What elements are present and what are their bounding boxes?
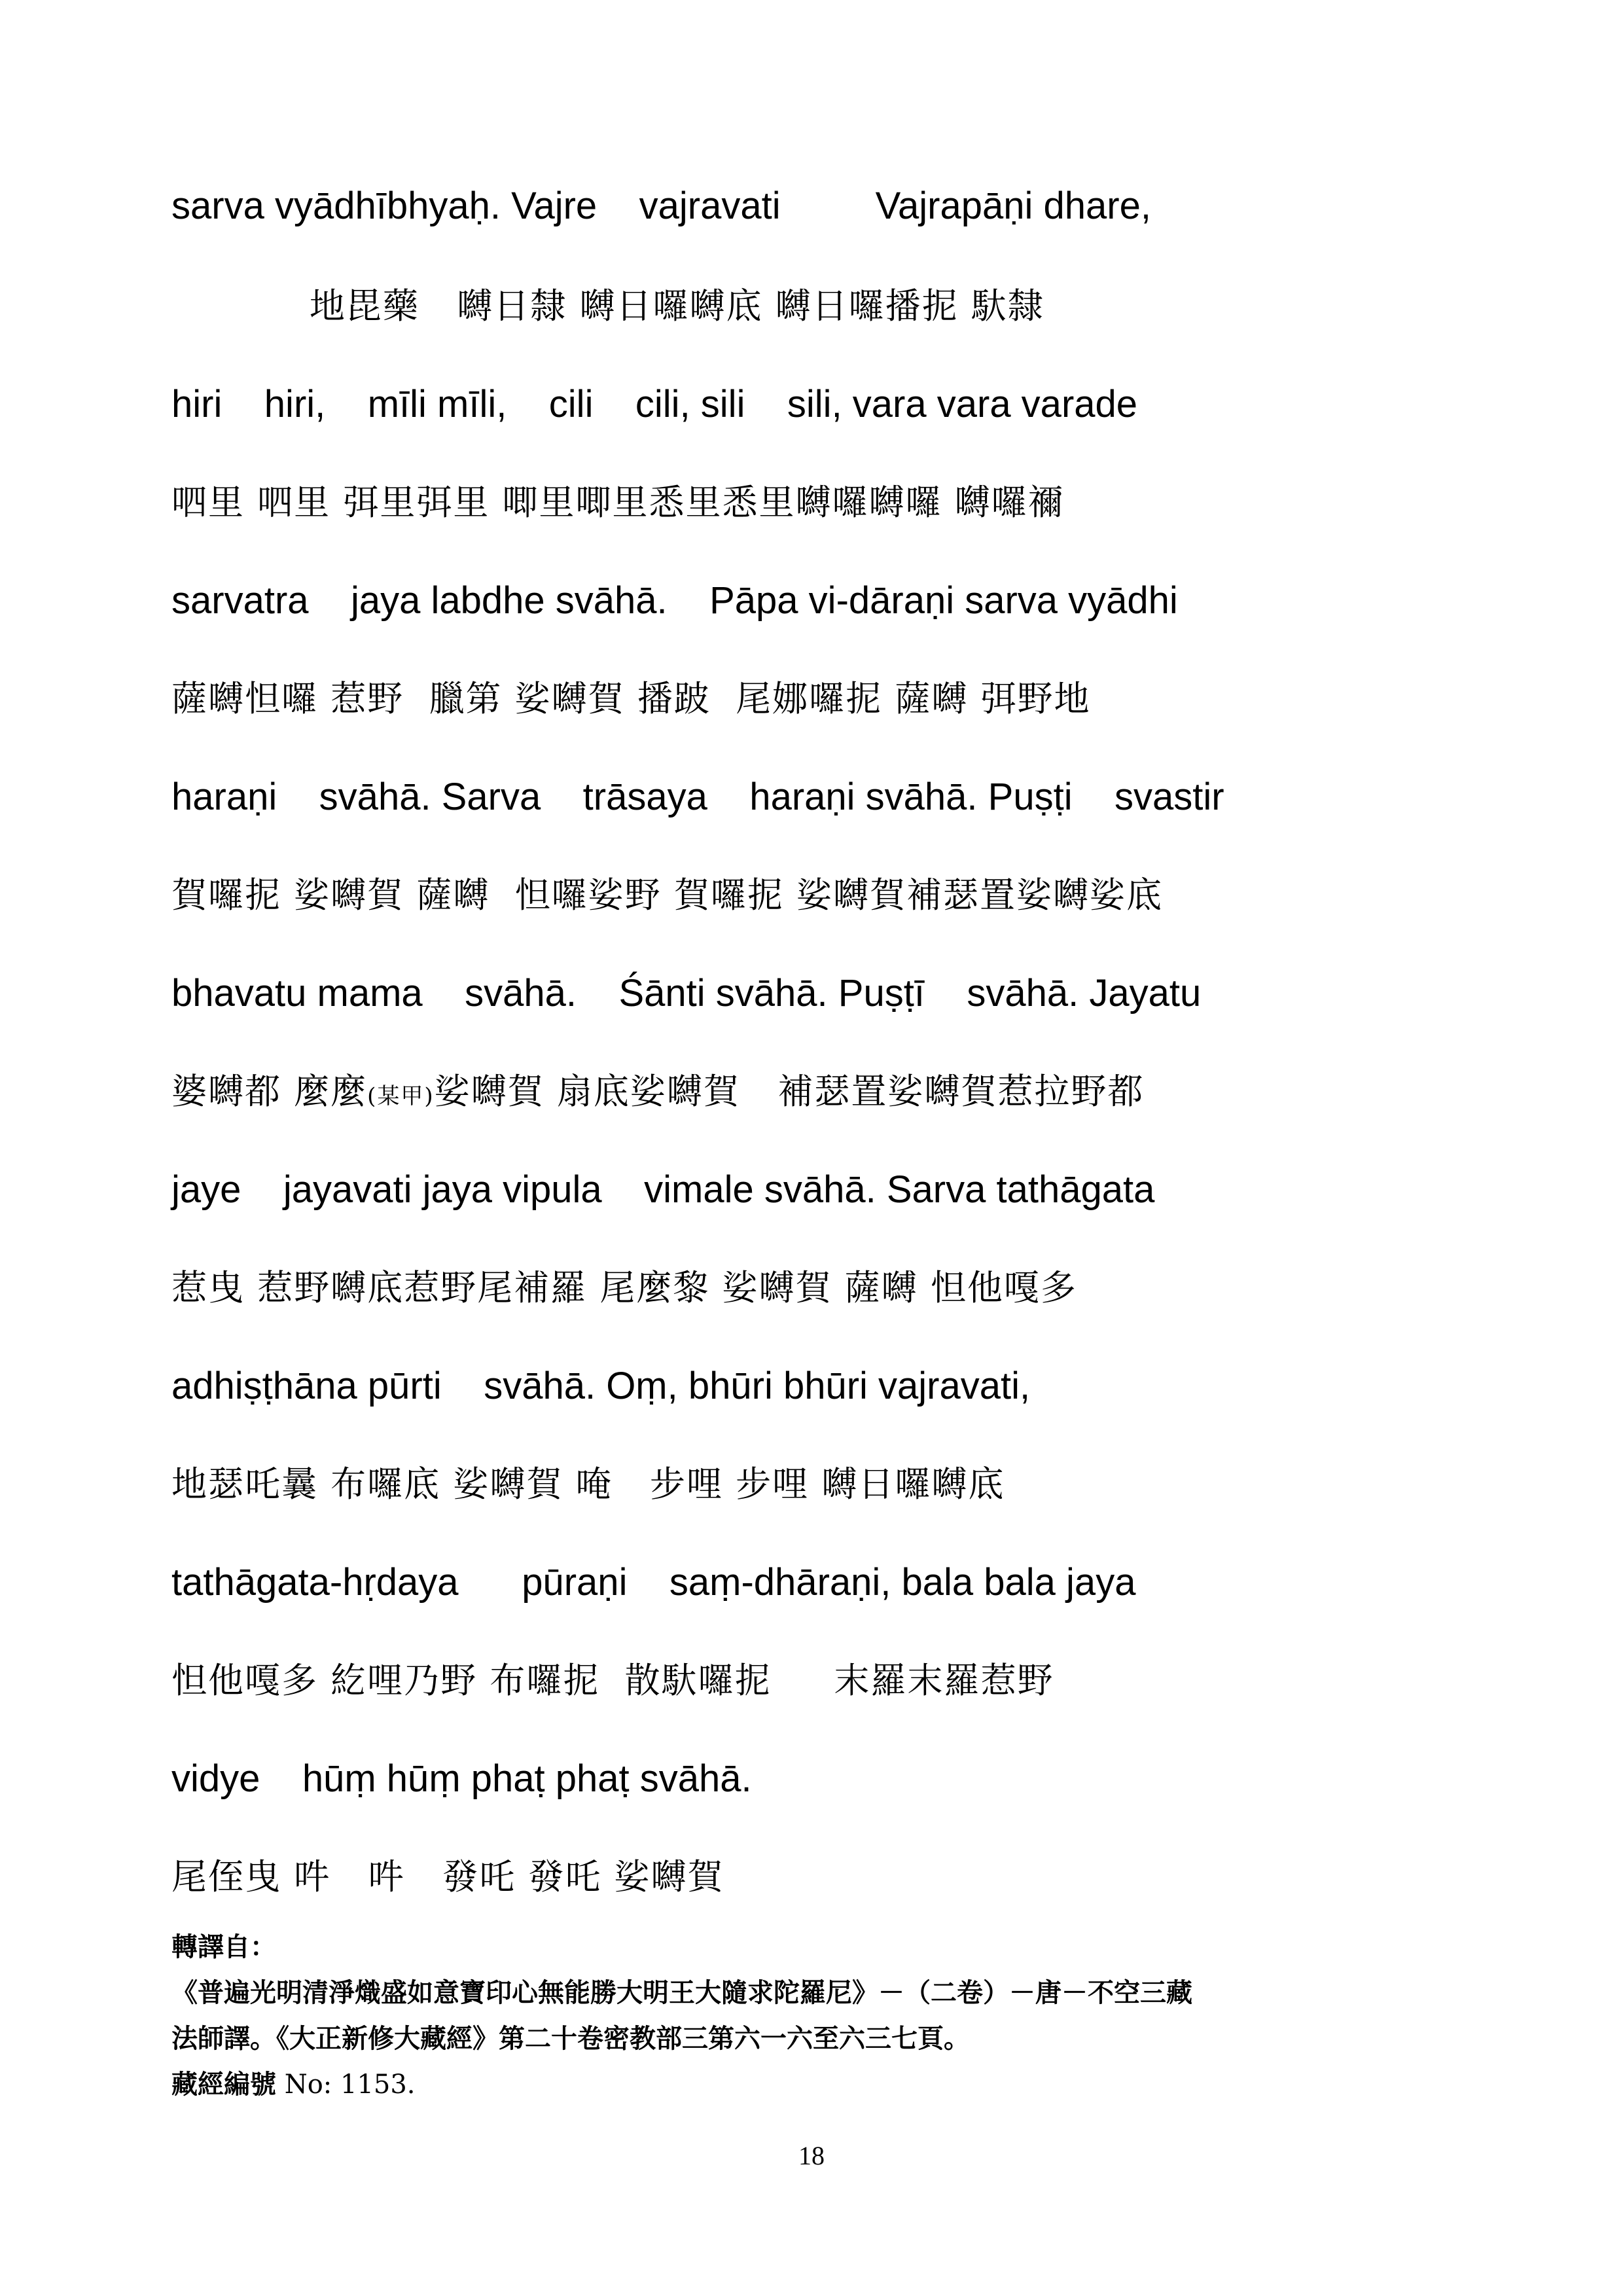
chinese-line-6: 惹曳 惹野嚩底惹野尾補羅 尾麼黎 娑嚩賀 薩嚩 怛他嘎多 xyxy=(171,1267,1077,1308)
chinese-line-5-part-a: 婆嚩都 麼麼 xyxy=(171,1071,368,1112)
romanized-line-8: tathāgata-hṛdaya pūraṇi saṃ-dhāraṇi, bala bala jaya xyxy=(171,1561,1136,1604)
romanized-line-7: adhiṣṭhāna pūrti svāhā. Oṃ, bhūri bhūri vajravati, xyxy=(171,1365,1031,1407)
chinese-line-5 xyxy=(171,1066,1144,1122)
chinese-line-2: 呬里 呬里 弭里弭里 唧里唧里悉里悉里嚩囉嚩囉 嚩囉禰 xyxy=(171,482,1065,523)
chinese-line-4: 賀囉抳 娑嚩賀 薩嚩 怛囉娑野 賀囉抳 娑嚩賀補瑟置娑嚩娑底 xyxy=(171,874,1163,916)
source-citation-line-1: 《普遍光明清淨熾盛如意寶印心無能勝大明王大隨求陀羅尼》－（二卷）－唐－不空三藏 xyxy=(171,1977,1192,2008)
chinese-line-7: 地瑟吒曩 布囉底 娑嚩賀 唵 步哩 步哩 嚩日囉嚩底 xyxy=(171,1463,1005,1505)
page-number: 18 xyxy=(798,2141,825,2170)
chinese-line-3: 薩嚩怛囉 惹野 臘第 娑嚩賀 播跛 尾娜囉抳 薩嚩 弭野地 xyxy=(171,678,1091,719)
source-label: 轉譯自： xyxy=(171,1931,276,1962)
placeholder-name-note: (某甲) xyxy=(367,1083,435,1109)
romanized-line-2: hiri hiri, mīli mīli, cili cili, sili sili, vara vara varade xyxy=(171,383,1138,425)
canon-number: 藏經編號 No: 1153. xyxy=(171,2069,416,2100)
romanized-line-4: haraṇi svāhā. Sarva trāsaya haraṇi svāhā. Puṣṭi svastir xyxy=(171,776,1224,818)
romanized-line-9: vidye hūṃ hūṃ phaṭ phaṭ svāhā. xyxy=(171,1757,752,1800)
chinese-line-8: 怛他嘎多 紇哩乃野 布囉抳 散馱囉抳 末羅末羅惹野 xyxy=(171,1660,1054,1701)
chinese-line-9: 尾侄曳 吽 吽 發吒 發吒 娑嚩賀 xyxy=(171,1856,724,1897)
romanized-line-5: bhavatu mama svāhā. Śānti svāhā. Puṣṭī svāhā. Jayatu xyxy=(171,972,1202,1014)
romanized-line-6: jaye jayavati jaya vipula vimale svāhā. Sarva tathāgata xyxy=(171,1168,1155,1211)
romanized-line-1: sarva vyādhībhyaḥ. Vajre vajravati Vajrapāṇi dhare, xyxy=(171,185,1151,227)
source-citation-line-2: 法師譯。《大正新修大藏經》第二十卷密教部三第六一六至六三七頁。 xyxy=(171,2023,970,2054)
chinese-line-1: 地毘藥 嚩日隸 嚩日囉嚩底 嚩日囉播抳 馱隸 xyxy=(171,285,1044,327)
chinese-line-5-part-b: 娑嚩賀 扇底娑嚩賀 補瑟置娑嚩賀惹拉野都 xyxy=(434,1071,1145,1112)
romanized-line-3: sarvatra jaya labdhe svāhā. Pāpa vi-dāraṇi sarva vyādhi xyxy=(171,579,1178,622)
